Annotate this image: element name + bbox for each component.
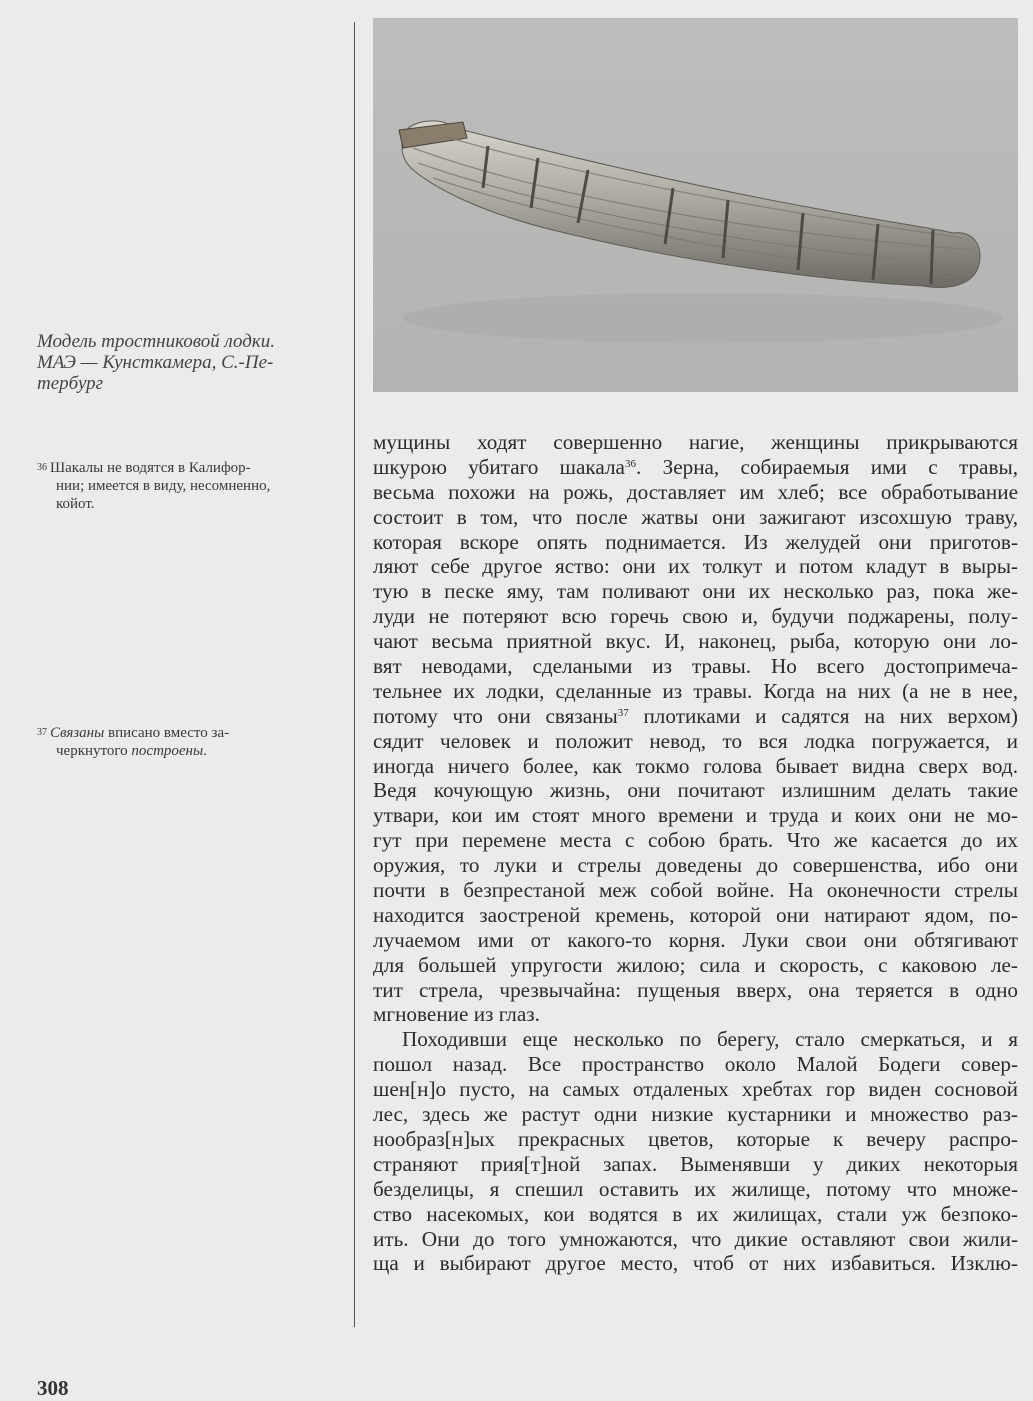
text-segment: гут при перемене места с собою брать. Что же касается до их	[373, 828, 1018, 853]
text-segment: для большей упругости жилою; сила и скорость, с каковою ле-	[373, 952, 1018, 977]
text-segment: лес, здесь же растут одни низкие кустарники и множество раз-	[373, 1102, 1018, 1127]
text-line	[373, 778, 1018, 803]
photo-caption	[37, 331, 337, 394]
text-segment: сядит человек и положит невод, то вся лодка погружается, и	[373, 728, 1018, 753]
footnote-text: черкнутого	[56, 743, 132, 759]
text-line	[373, 480, 1018, 505]
text-segment: нообраз[н]ых прекрасных цветов, которые к вечеру распро-	[373, 1126, 1018, 1151]
footnote-37	[37, 724, 337, 760]
text-segment: пошол назад. Все пространство около Малой Бодеги совер-	[373, 1052, 1018, 1077]
text-segment: вят неводами, сделаными из травы. Но всего достопримеча-	[373, 654, 1018, 679]
text-segment: ща и выбирают другое место, чтоб от них избавиться. Изклю-	[373, 1251, 1018, 1276]
text-line	[373, 1002, 1018, 1027]
text-segment: потому что они связаны	[373, 703, 618, 728]
caption-line: Модель тростниковой лодки.	[37, 331, 276, 352]
footnote-36	[37, 459, 337, 513]
footnote-text: койот.	[56, 496, 95, 512]
footnote-text: .	[203, 743, 207, 759]
text-line	[373, 604, 1018, 629]
text-line	[373, 1027, 1018, 1052]
text-segment: которая вскоре опять поднимается. Из желудей они приготов-	[373, 529, 1018, 554]
text-segment: шен[н]о пусто, на самых отдаленых хребтах гор виден сосновой	[373, 1077, 1018, 1102]
text-segment: плотиками и садятся на них верхом)	[628, 703, 1018, 728]
text-line	[373, 853, 1018, 878]
text-segment: чают весьма приятной вкус. И, наконец, рыба, которую они ло-	[373, 629, 1018, 654]
text-line	[373, 878, 1018, 903]
text-segment: ить. Они до того умножаются, что дикие оставляют свои жили-	[373, 1226, 1018, 1251]
text-line	[373, 554, 1018, 579]
text-line	[373, 530, 1018, 555]
text-line	[373, 754, 1018, 779]
caption-line: тербург	[37, 373, 104, 394]
caption-line: МАЭ — Кунсткамера, С.-Пе-	[37, 352, 274, 373]
column-divider	[354, 22, 355, 1327]
body-text	[373, 430, 1018, 1276]
text-segment: Ведя кочующую жизнь, они почитают излишним делать такие	[373, 778, 1018, 803]
text-line	[373, 729, 1018, 754]
text-segment: ляют себе другое яство: они их толкут и потом кладут в выры-	[373, 554, 1018, 579]
text-line	[373, 704, 1018, 729]
footnote-number: 37	[37, 727, 47, 738]
text-segment: почти в безпрестаной меж собой войне. На оконечности стрелы	[373, 878, 1018, 903]
text-line	[373, 1227, 1018, 1252]
reed-boat-photo	[373, 18, 1018, 392]
footnote-number: 36	[37, 462, 47, 473]
text-segment: иногда ничего более, как токмо голова бывает видна сверх вод.	[373, 753, 1018, 778]
text-segment: тит стрела, чрезвычайна: пущеныя вверх, она теряется в одно	[373, 977, 1018, 1002]
text-line	[373, 505, 1018, 530]
text-line	[373, 978, 1018, 1003]
text-segment: луди не потеряют всю горечь свою и, будучи поджарены, полу-	[373, 604, 1018, 629]
text-line	[373, 629, 1018, 654]
text-segment: мгновение из глаз.	[373, 1002, 540, 1027]
footnote-reference: 36	[624, 457, 636, 470]
text-segment: шкурою убитаго шакала	[373, 454, 625, 479]
text-line	[373, 1177, 1018, 1202]
text-line	[373, 455, 1018, 480]
text-segment: тельнее их лодки, сделанные из травы. Когда на них (а не в нее,	[373, 678, 1018, 703]
footnote-reference: 37	[617, 706, 629, 719]
footnote-text: Шакалы не водятся в Калифор-	[50, 460, 251, 476]
text-line	[373, 430, 1018, 455]
text-segment: находится заостреной кремень, которой они натирают ядом, по-	[373, 902, 1018, 927]
text-line	[373, 1251, 1018, 1276]
text-line	[373, 679, 1018, 704]
text-segment: мущины ходят совершенно нагие, женщины прикрываются	[373, 430, 1018, 454]
footnote-italic: построены	[131, 743, 204, 759]
text-line	[373, 828, 1018, 853]
text-line	[373, 903, 1018, 928]
text-line	[373, 803, 1018, 828]
text-line	[373, 953, 1018, 978]
text-line	[373, 579, 1018, 604]
footnote-text: нии; имеется в виду, несомненно,	[56, 478, 271, 494]
text-segment: ство насекомых, кои водятся в их жилищах, стали уж безпоко-	[373, 1201, 1018, 1226]
text-line	[373, 1127, 1018, 1152]
text-line	[373, 1152, 1018, 1177]
text-line	[373, 1102, 1018, 1127]
text-line	[373, 1052, 1018, 1077]
text-segment: оружия, то луки и стрелы доведены до совершенства, ибо они	[373, 853, 1018, 878]
page-number: 308	[37, 1376, 69, 1400]
text-segment: состоит в том, что после жатвы они зажигают изсохшую траву,	[373, 504, 1018, 529]
footnote-text: вписано вместо за-	[104, 725, 230, 741]
text-segment: весьма похожи на рожь, доставляет им хлеб; все обработывание	[373, 479, 1018, 504]
text-segment: . Зерна, собираемыя ими с травы,	[635, 454, 1018, 479]
text-segment: страняют прия[т]ной запах. Выменявши у диких некоторыя	[373, 1151, 1018, 1176]
text-line	[373, 928, 1018, 953]
text-segment: безделицы, я спешил оставить их жилище, потому что множе-	[373, 1176, 1018, 1201]
text-line	[373, 654, 1018, 679]
text-segment: Походивши еще несколько по берегу, стало смеркаться, и я	[402, 1027, 1018, 1052]
text-segment: лучаемом ими от какого-то корня. Луки свои они обтягивают	[373, 927, 1018, 952]
text-line	[373, 1077, 1018, 1102]
text-segment: утвари, кои им стоят много времени и труда и коих они не мо-	[373, 803, 1018, 828]
text-line	[373, 1202, 1018, 1227]
footnote-italic: Связаны	[50, 725, 105, 741]
text-segment: тую в песке яму, там поливают они их несколько раз, пока же-	[373, 579, 1018, 604]
